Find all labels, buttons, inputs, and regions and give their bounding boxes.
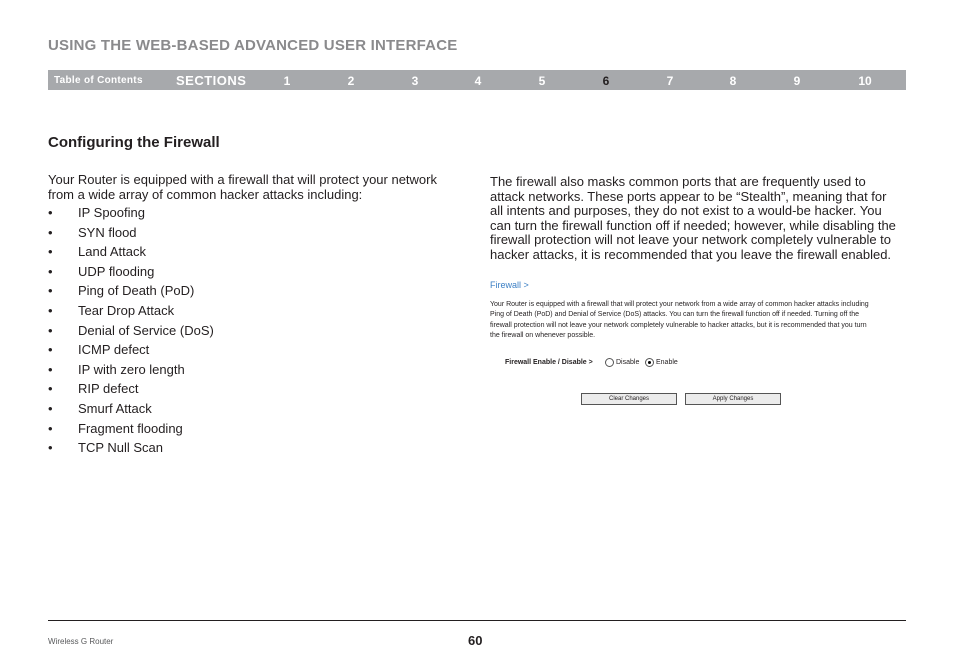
nav-section-8[interactable]: 8 [729, 74, 737, 88]
left-intro-paragraph: Your Router is equipped with a firewall that will protect your network from a wide array of common hacker attacks including: [48, 172, 437, 202]
attack-list-item-text: RIP defect [78, 381, 139, 397]
bullet-dot: • [48, 342, 53, 358]
attack-list-item-text: TCP Null Scan [78, 440, 164, 456]
disable-radio-label: Disable [616, 359, 640, 366]
attack-list-item-text: Denial of Service (DoS) [78, 322, 214, 338]
nav-section-4[interactable]: 4 [474, 74, 482, 88]
nav-section-1[interactable]: 1 [283, 74, 291, 88]
bullet-dot: • [48, 440, 53, 456]
nav-section-10[interactable]: 10 [858, 74, 872, 88]
clear-changes-button[interactable]: Clear Changes [581, 393, 677, 405]
page-number: 60 [468, 633, 483, 648]
nav-section-6[interactable]: 6 [602, 74, 610, 88]
bullet-dot: • [48, 420, 53, 436]
attack-list-item-text: SYN flood [78, 224, 137, 240]
nav-section-3[interactable]: 3 [411, 74, 419, 88]
bullet-dot: • [48, 205, 53, 220]
footer-product-name: Wireless G Router [48, 637, 114, 646]
footer-divider [48, 620, 906, 621]
enable-radio[interactable] [645, 358, 654, 367]
page-header-title: USING THE WEB-BASED ADVANCED USER INTERFACE [48, 37, 458, 54]
attack-list-item-text: Land Attack [78, 244, 146, 260]
attack-list-item-text: ICMP defect [78, 342, 150, 358]
attack-list-item-text: UDP flooding [78, 263, 155, 279]
bullet-dot: • [48, 400, 53, 416]
attack-list-item-text: Ping of Death (PoD) [78, 283, 195, 299]
nav-section-9[interactable]: 9 [793, 74, 801, 88]
attack-list-item-text: Tear Drop Attack [78, 302, 175, 318]
attack-list-item-text: Smurf Attack [78, 400, 152, 416]
firewall-toggle-label: Firewall Enable / Disable > [505, 359, 593, 366]
section-title: Configuring the Firewall [48, 134, 220, 151]
screenshot-description: Your Router is equipped with a firewall that will protect your network from a wide array of common hacker attacks including Ping of Death (PoD) and Denial of Service (DoS) attacks. You can turn the firewall function off if needed. Turning off the firewall protection will not leave your network completely vulnerable to hacker attacks, but it is recommended that you turn the firewall on whenever possible. [490, 301, 869, 339]
enable-radio-label: Enable [656, 359, 678, 366]
bullet-dot: • [48, 224, 53, 240]
attack-list-item-text: IP with zero length [78, 361, 185, 377]
table-of-contents-link[interactable]: Table of Contents [54, 75, 143, 86]
disable-radio[interactable] [605, 358, 614, 367]
right-paragraph: The firewall also masks common ports that are frequently used to attack networks. These ports appear to be “Stealth”, meaning that for all intents and purposes, they do not exist to a would-be hacker. You can turn the firewall function off if needed; however, while disabling the firewall protection will not leave your network completely vulnerable to hacker attacks, it is recommended that you leave the firewall enabled. [490, 174, 896, 262]
attack-list-item-text: Fragment flooding [78, 420, 183, 436]
apply-changes-button[interactable]: Apply Changes [685, 393, 781, 405]
bullet-dot: • [48, 302, 53, 318]
attack-list-item-text: IP Spoofing [78, 205, 145, 220]
bullet-dot: • [48, 361, 53, 377]
firewall-link[interactable]: Firewall > [490, 280, 529, 290]
bullet-dot: • [48, 283, 53, 299]
nav-section-7[interactable]: 7 [666, 74, 674, 88]
nav-section-5[interactable]: 5 [538, 74, 546, 88]
bullet-dot: • [48, 244, 53, 260]
nav-section-2[interactable]: 2 [347, 74, 355, 88]
bullet-dot: • [48, 322, 53, 338]
bullet-dot: • [48, 263, 53, 279]
bullet-dot: • [48, 381, 53, 397]
section-nav-bar [48, 70, 906, 90]
sections-label: SECTIONS [176, 73, 247, 88]
